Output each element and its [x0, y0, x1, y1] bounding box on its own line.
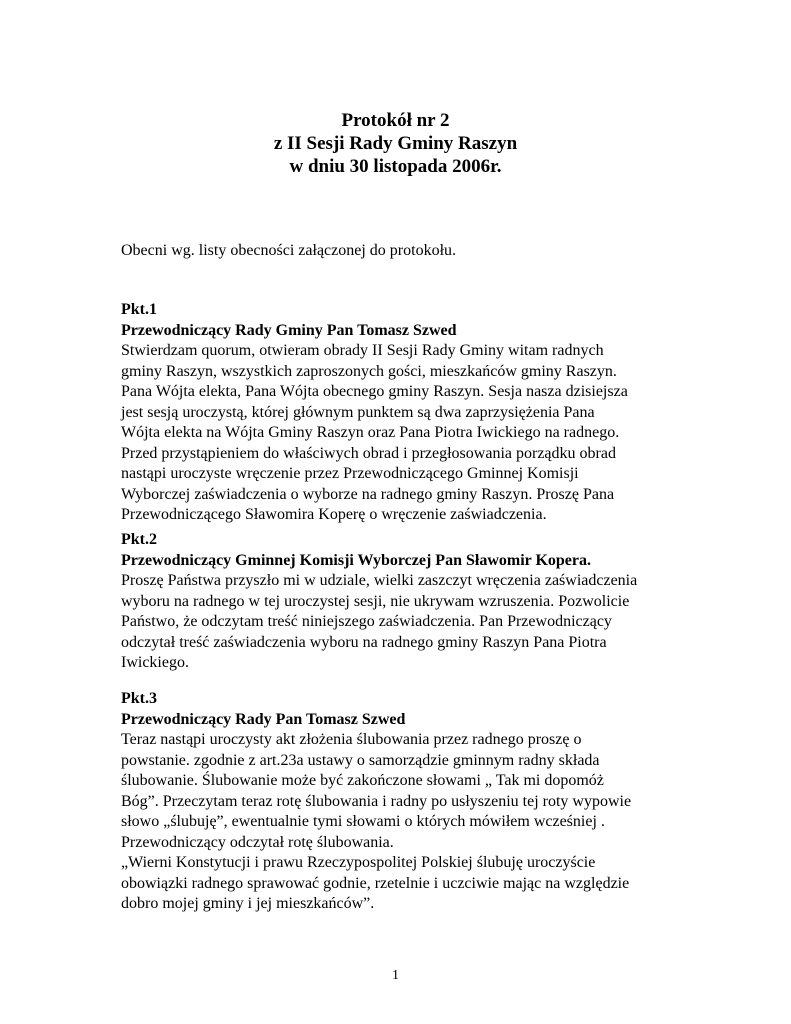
section-heading: Pkt.1 [121, 301, 157, 318]
section-pkt-3 [121, 689, 672, 915]
paragraph-line: Państwo, że odczytam treść niniejszego zaświadczenia. Pan Przewodniczący [121, 613, 612, 630]
paragraph-line: wyboru na radnego w tej uroczystej sesji, nie ukrywam wzruszenia. Pozwolicie [121, 592, 630, 610]
paragraph-line: Wyborczej zaświadczenia o wyborze na radnego gminy Raszyn. Proszę Pana [121, 485, 615, 503]
section-heading: Pkt.2 [121, 531, 157, 548]
title-line-1: Protokół nr 2 [341, 110, 450, 131]
paragraph-line: Wójta elekta na Wójta Gminy Raszyn oraz Pana Piotra Iwickiego na radnego. [121, 424, 620, 441]
paragraph-line: Iwickiego. [121, 654, 189, 671]
paragraph-line: Przewodniczący odczytał rotę ślubowania. [121, 833, 394, 851]
page-number: 1 [392, 968, 399, 983]
section-heading: Pkt.3 [121, 690, 157, 707]
paragraph-line: ślubowanie. Ślubowanie może być zakończone słowami „ Tak mi dopomóż [121, 772, 604, 789]
paragraph-line: Proszę Państwa przyszło mi w udziale, wielki zaszczyt wręczenia zaświadczenia [121, 572, 638, 589]
attendance-note: Obecni wg. listy obecności załączonej do protokołu. [121, 242, 457, 259]
paragraph-line: gminy Raszyn, wszystkich zaproszonych gości, mieszkańców gminy Raszyn. [121, 362, 617, 380]
title-line-3: w dniu 30 listopada 2006r. [289, 156, 502, 177]
speaker-name: Przewodniczący Rady Pan Tomasz Szwed [121, 710, 406, 728]
section-pkt-2 [121, 530, 672, 674]
paragraph-line: Bóg”. Przeczytam teraz rotę ślubowania i radny po usłyszeniu tej roty wypowie [121, 792, 632, 810]
paragraph-line: Stwierdzam quorum, otwieram obrady II Sesji Rady Gminy witam radnych [121, 342, 604, 359]
paragraph-line: jest sesją uroczystą, której głównym punktem są dwa zaprzysiężenia Pana [121, 403, 595, 421]
speaker-name: Przewodniczący Rady Gminy Pan Tomasz Szwed [121, 321, 457, 339]
paragraph-line: obowiązki radnego sprawować godnie, rzetelnie i uczciwie mając na względzie [121, 874, 630, 892]
paragraph-line: „Wierni Konstytucji i prawu Rzeczypospolitej Polskiej ślubuję uroczyście [121, 854, 596, 871]
paragraph-line: słowo „ślubuję”, ewentualnie tymi słowami o których mówiłem wcześniej . [121, 813, 605, 830]
title-line-2: z II Sesji Rady Gminy Raszyn [273, 133, 518, 154]
paragraph-line: Teraz nastąpi uroczysty akt złożenia ślubowania przez radnego proszę o [121, 731, 582, 748]
paragraph-line: Przed przystąpieniem do właściwych obrad i przegłosowania porządku obrad [121, 444, 616, 462]
speaker-name: Przewodniczący Gminnej Komisji Wyborczej Pan Sławomir Kopera. [121, 551, 592, 569]
paragraph-line: Pana Wójta elekta, Pana Wójta obecnego gminy Raszyn. Sesja nasza dzisiejsza [121, 383, 628, 400]
paragraph-line: odczytał treść zaświadczenia wyboru na radnego gminy Raszyn Pana Piotra [121, 633, 607, 651]
paragraph-line: dobro mojej gminy i jej mieszkańców”. [121, 895, 375, 912]
paragraph-line: Przewodniczącego Sławomira Koperę o wręczenie zaświadczenia. [121, 506, 547, 523]
section-pkt-1 [121, 300, 672, 526]
paragraph-line: powstanie. zgodnie z art.23a ustawy o samorządzie gminnym radny składa [121, 751, 600, 769]
paragraph-line: nastąpi uroczyste wręczenie przez Przewodniczącego Gminnej Komisji [121, 465, 579, 482]
document-title [0, 109, 791, 178]
